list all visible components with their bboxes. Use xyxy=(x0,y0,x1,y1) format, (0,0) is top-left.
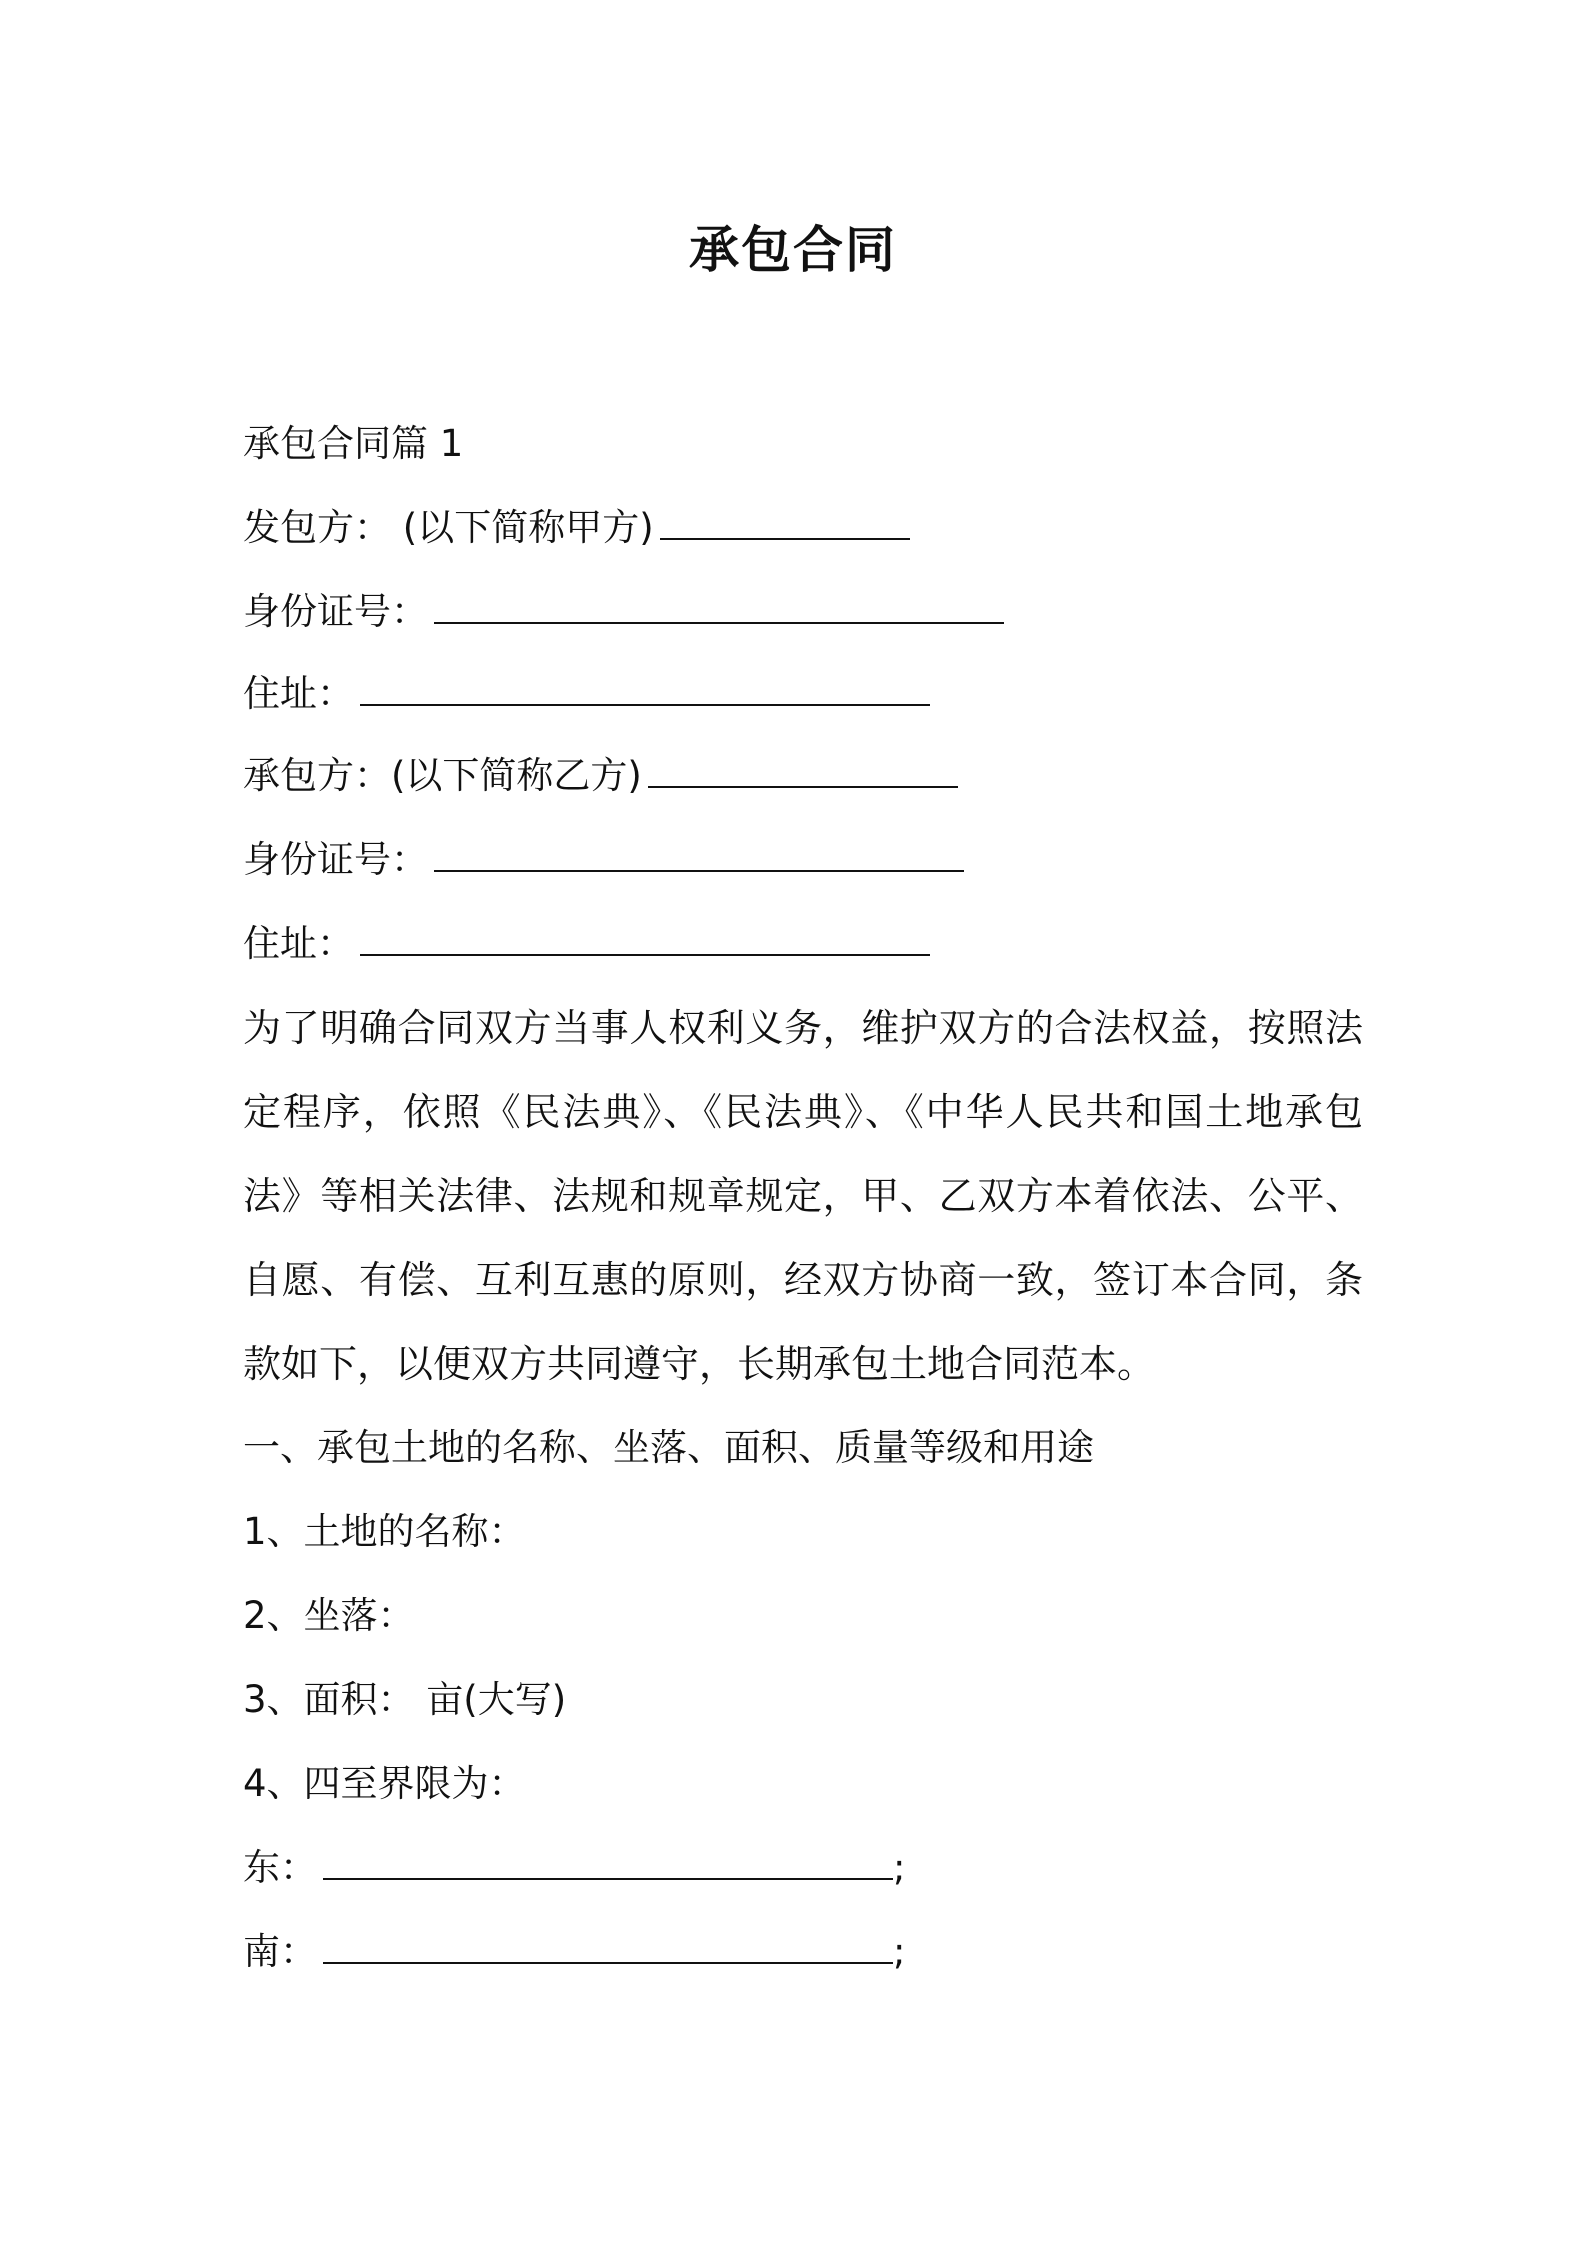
document-title: 承包合同 xyxy=(689,221,897,279)
employer-address-blank xyxy=(360,668,930,706)
east-boundary-line xyxy=(243,1826,1363,1910)
section-heading: 承包合同篇 1 xyxy=(243,422,464,465)
south-boundary-blank xyxy=(323,1926,893,1964)
contractor-address-label: 住址： xyxy=(243,922,354,965)
item-land-name: 1、土地的名称： xyxy=(243,1510,526,1553)
employer-id-line xyxy=(243,570,1363,654)
preamble-paragraph: 为了明确合同双方当事人权利义务，维护双方的合法权益，按照法定程序，依照《民法典》、《民法典》、《中华人民共和国土地承包法》等相关法律、法规和规章规定，甲、乙双方本着依法、公平、自愿、有偿、互利互惠的原则，经双方协商一致，签订本合同，条款如下，以便双方共同遵守，长期承包土地合同范本。 xyxy=(243,1006,1363,1386)
clause-1-heading: 一、承包土地的名称、坐落、面积、质量等级和用途 xyxy=(243,1426,1094,1469)
item-area: 3、面积： 亩(大写) xyxy=(243,1678,567,1721)
contractor-address-line xyxy=(243,902,1363,986)
employer-id-blank xyxy=(434,586,1004,624)
employer-id-label: 身份证号： xyxy=(243,590,428,633)
document-body xyxy=(243,402,1363,1994)
contractor-line xyxy=(243,734,1363,818)
contractor-name-blank xyxy=(648,750,958,788)
contractor-id-label: 身份证号： xyxy=(243,838,428,881)
east-label: 东： xyxy=(243,1846,317,1889)
south-boundary-line xyxy=(243,1910,1363,1994)
item-boundaries: 4、四至界限为： xyxy=(243,1762,526,1805)
south-label: 南： xyxy=(243,1930,317,1973)
contractor-address-blank xyxy=(360,918,930,956)
south-semicolon: ; xyxy=(893,1930,906,1973)
item-location: 2、坐落： xyxy=(243,1594,415,1637)
employer-name-blank xyxy=(660,502,910,540)
employer-address-label: 住址： xyxy=(243,672,354,715)
east-semicolon: ; xyxy=(893,1846,906,1889)
contractor-label: 承包方：(以下简称乙方) xyxy=(243,754,642,797)
contractor-id-line xyxy=(243,818,1363,902)
employer-address-line xyxy=(243,654,1363,734)
employer-line xyxy=(243,486,1363,570)
contractor-id-blank xyxy=(434,834,964,872)
employer-label: 发包方： (以下简称甲方) xyxy=(243,506,654,549)
east-boundary-blank xyxy=(323,1842,893,1880)
